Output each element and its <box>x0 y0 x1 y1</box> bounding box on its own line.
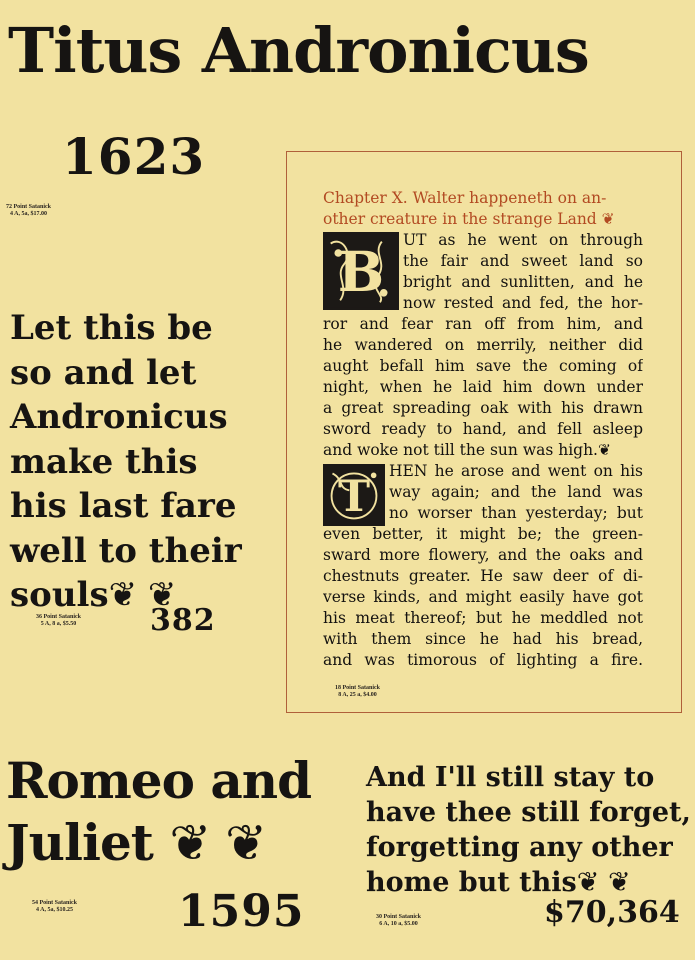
right-verse-line: have thee still forget, <box>366 797 691 828</box>
chapter-heading-line2-wrap <box>323 209 643 230</box>
dropcap-t-icon <box>323 464 385 526</box>
fleuron-icon: ❦ <box>601 210 615 228</box>
left-verse-line: make this <box>10 441 198 482</box>
body-line: night, when he laid him down under <box>323 378 643 396</box>
body-line: verse kinds, and might easily have got <box>323 588 643 606</box>
romeo-caption-line2: 4 A, 5a, $10.25 <box>36 907 74 913</box>
body-line: bright and sunlitten, and he <box>403 273 643 291</box>
left-verse <box>10 306 242 618</box>
left-verse-line: Let this be <box>10 308 213 348</box>
right-verse-line: And I'll still stay to <box>366 762 655 793</box>
dropcap-b-icon <box>323 232 399 310</box>
chapter-heading-line1: Chapter X. Walter happeneth on an- <box>323 189 607 207</box>
body-line: no worser than yesterday; but <box>389 504 643 522</box>
body-line: way again; and the land was <box>389 483 643 501</box>
left-verse-caption <box>36 614 81 628</box>
body-line: he wandered on merrily, neither did <box>323 336 643 354</box>
body-line: a great spreading oak with his drawn <box>323 399 643 417</box>
fleuron-icon: ❦ ❦ <box>108 575 177 615</box>
left-verse-caption-line1: 36 Point Satanick <box>36 614 82 620</box>
body-line: chestnuts greater. He saw deer of di- <box>323 567 643 585</box>
price: $70,364 <box>544 895 680 930</box>
fleuron-icon: ❦ <box>597 441 611 459</box>
body-line: and woke not till the sun was high. <box>323 441 598 459</box>
svg-text:B: B <box>337 238 385 304</box>
left-verse-line: so and let <box>10 352 197 393</box>
page-number: 382 <box>150 603 216 638</box>
specimen-caption-line2: 8 A, 25 a, $4.00 <box>338 692 377 698</box>
body-line-last <box>323 440 643 461</box>
left-verse-caption-line2: 5 A, 8 a, $5.50 <box>40 621 77 627</box>
titus-title: Titus Andronicus <box>8 14 589 87</box>
fleuron-icon: ❦ ❦ <box>169 814 267 872</box>
romeo-title-line2-wrap <box>6 812 311 874</box>
body-line: and was timorous of lighting a fire. <box>323 651 643 669</box>
body-line: ror and fear ran off from him, and <box>323 315 643 333</box>
chapter-heading <box>323 188 643 230</box>
body-line: now rested and fed, the hor- <box>403 294 643 312</box>
romeo-title <box>6 750 311 874</box>
romeo-title-line2: Juliet <box>6 813 153 872</box>
romeo-title-line1: Romeo and <box>6 751 312 810</box>
right-verse-caption <box>376 914 421 928</box>
romeo-caption-line1: 54 Point Satanick <box>32 900 78 906</box>
body-line: UT as he went on through <box>403 231 643 249</box>
specimen-caption <box>335 685 380 699</box>
left-verse-line: Andronicus <box>10 397 228 437</box>
right-verse-line: home but this <box>366 867 577 898</box>
body-line: sword ready to hand, and fell asleep <box>323 420 643 438</box>
right-verse-caption-line1: 30 Point Satanick <box>376 914 422 920</box>
body-line: aught befall him save the coming of <box>323 357 643 375</box>
body-line: even better, it might be; the green- <box>323 525 643 543</box>
right-verse-line: forgetting any other <box>366 832 673 863</box>
right-verse <box>366 760 691 900</box>
titus-year: 1623 <box>62 127 206 186</box>
left-verse-line: well to their <box>10 530 242 571</box>
specimen-frame <box>286 151 682 713</box>
fleuron-icon: ❦ ❦ <box>576 867 631 898</box>
left-verse-line: his last fare <box>10 486 237 526</box>
right-verse-caption-line2: 6 A, 10 a, $5.00 <box>379 921 418 927</box>
titus-caption-line1: 72 Point Satanick <box>6 204 52 210</box>
romeo-caption <box>32 900 77 914</box>
body-line: sward more flowery, and the oaks and <box>323 546 643 564</box>
body-line: his meat thereof; but he meddled not <box>323 609 643 627</box>
romeo-year: 1595 <box>178 886 305 937</box>
svg-text:T: T <box>337 471 371 522</box>
body-line: with them since he had his bread, <box>323 630 643 648</box>
body-line: HEN he arose and went on his <box>389 462 643 480</box>
left-verse-line: souls <box>10 575 109 615</box>
titus-caption-line2: 4 A, 5a, $17.00 <box>10 211 48 217</box>
chapter-heading-line2: other creature in the strange Land <box>323 210 597 228</box>
titus-caption <box>6 204 51 218</box>
specimen-caption-line1: 18 Point Satanick <box>335 685 381 691</box>
body-line: the fair and sweet land so <box>403 252 643 270</box>
